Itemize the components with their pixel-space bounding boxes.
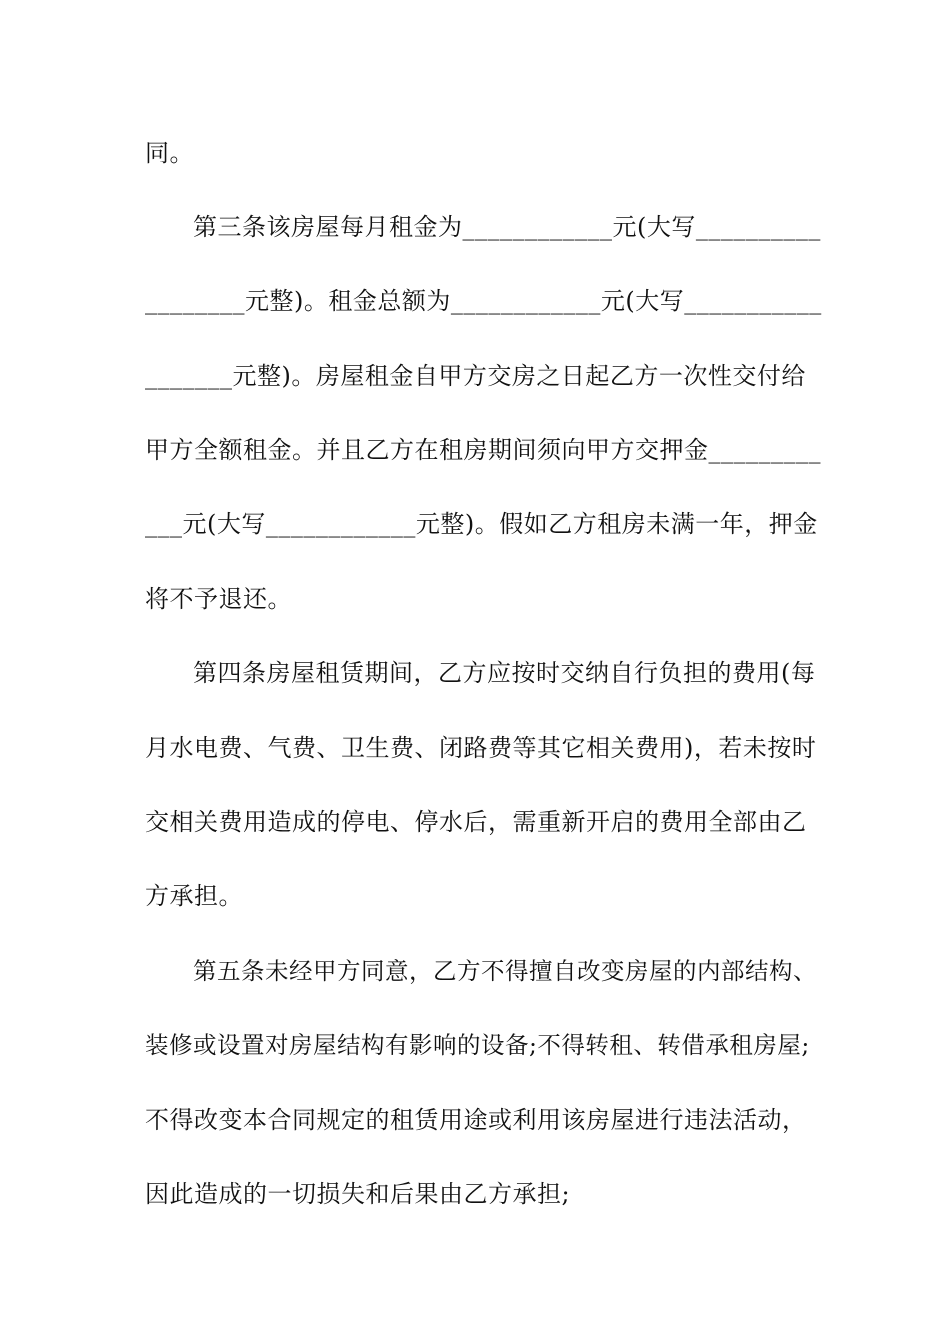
text-line: 装修或设置对房屋结构有影响的设备;不得转租、转借承租房屋; <box>145 1031 810 1059</box>
text-line: 交相关费用造成的停电、停水后，需重新开启的费用全部由乙 <box>145 808 807 836</box>
text-line: _______元整)。房屋租金自甲方交房之日起乙方一次性交付给 <box>145 362 806 390</box>
text-line: 因此造成的一切损失和后果由乙方承担; <box>145 1180 571 1208</box>
article-5-heading-line: 第五条未经甲方同意，乙方不得擅自改变房屋的内部结构、 <box>193 957 817 985</box>
text-line: 不得改变本合同规定的租赁用途或利用该房屋进行违法活动， <box>145 1106 807 1134</box>
article-4-heading-line: 第四条房屋租赁期间，乙方应按时交纳自行负担的费用(每 <box>193 659 816 687</box>
text-line: ___元(大写____________元整)。假如乙方租房未满一年，押金 <box>145 510 818 538</box>
text-line: 甲方全额租金。并且乙方在租房期间须向甲方交押金_________ <box>145 436 821 464</box>
text-line: 月水电费、气费、卫生费、闭路费等其它相关费用)，若未按时 <box>145 734 817 762</box>
text-line: 方承担。 <box>145 882 243 910</box>
text-line: ________元整)。租金总额为____________元(大写___________ <box>145 287 822 315</box>
text-line: 同。 <box>145 139 194 167</box>
article-3-heading-line: 第三条该房屋每月租金为____________元(大写__________ <box>193 213 821 241</box>
text-line: 将不予退还。 <box>145 585 292 613</box>
